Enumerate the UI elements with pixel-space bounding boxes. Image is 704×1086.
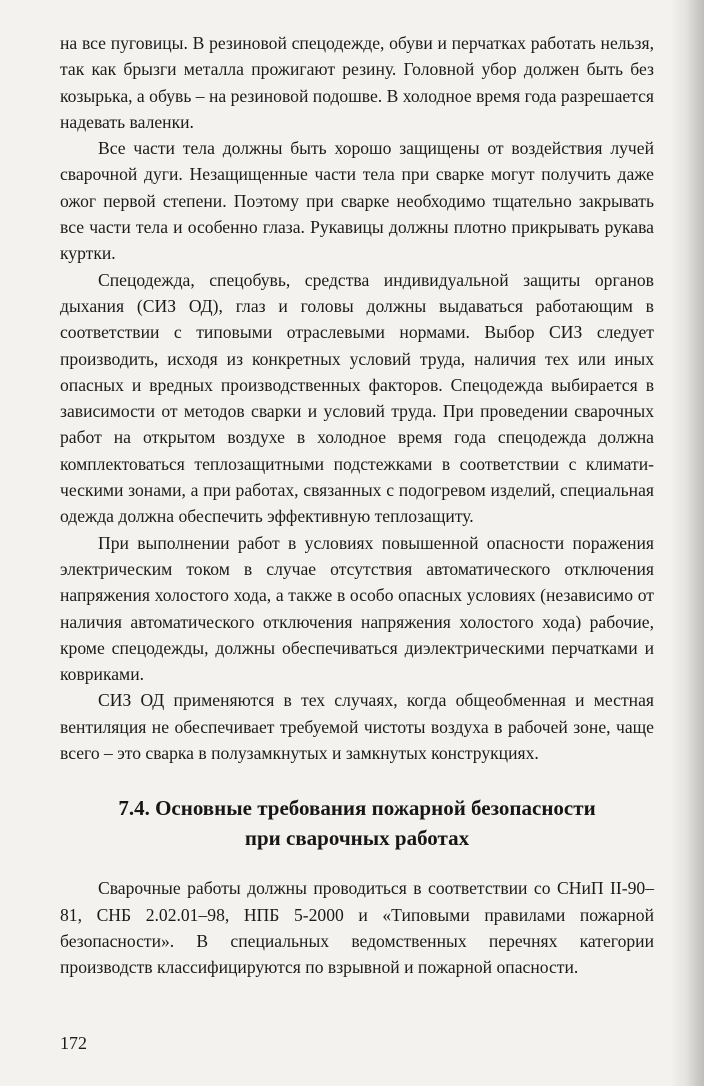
page-number: 172 — [60, 1033, 87, 1053]
paragraph-electrical-hazard: При выполнении работ в условиях повышенной опасности поражения электрическим током в случае отсутствия автоматического отключения напряжения холостого хода, а также в особо опасных условиях (независимо от наличия автоматического отключения напряжения холостого хода) рабочие, кроме спецодежды, должны обеспечиваться диэлектрическими перчатками и ковриками. — [60, 532, 654, 685]
paragraph-clothing-continued: на все пуговицы. В резиновой спецодежде, обуви и перчатках работать нельзя, так как брызги металла прожигают резину. Головной убор должен быть без козырька, а обувь – на резиновой подошве. В холодное время года разрешается надевать валенки. — [60, 33, 654, 132]
paragraph-respiratory-protection: СИЗ ОД применяются в тех случаях, когда общеобменная и местная вентиляция не обеспечивает требуемой чистоты воздуха в рабочей зоне, чаще всего – это сварка в полузамкнутых и замкнутых конструкциях. — [60, 690, 654, 764]
page-body — [60, 30, 654, 981]
section-heading-line-2: при сварочных работах — [244, 826, 470, 851]
paragraph-fire-safety-regulations: Сварочные работы должны проводиться в соответствии со СНиП II-90–81, СНБ 2.02.01–98, НПБ 5-2000 и «Типовыми правилами пожарной безопасности». В специальных ведомственных перечнях категории производств классифицируются по взрывной и пожарной опасности. — [60, 878, 654, 978]
page-gutter-shadow — [670, 0, 704, 1086]
section-heading-line-1: 7.4. Основные требования пожарной безопасности — [118, 796, 596, 821]
section-heading — [60, 793, 654, 853]
paragraph-body-protection: Все части тела должны быть хорошо защищены от воздействия лучей сварочной дуги. Незащищенные части тела при сварке могут получить даже ожог первой степени. Поэтому при сварке необходимо тщательно закрывать все части тела и особенно глаза. Рукавицы должны плотно прикрывать рукава куртки. — [60, 138, 654, 264]
paragraph-ppe-issuance: Спецодежда, спецобувь, средства индивидуальной защиты органов дыхания (СИЗ ОД), глаз и головы должны выдаваться работающим в соответствии с типовыми отраслевыми нормами. Выбор СИЗ следует производить, исходя из конкретных условий труда, наличия тех или иных опасных и вредных производственных факторов. Спецодежда выбирается в зависимости от методов сварки и условий труда. При проведении сварочных работ на открытом воздухе в холодное время года спецодежда должна комплектоваться теплозащитными подстежками в соответствии с климатическими зонами, а при работах, связанных с подогревом изделий, специальная одежда должна обеспечить эффективную теплозащиту. — [60, 269, 654, 527]
